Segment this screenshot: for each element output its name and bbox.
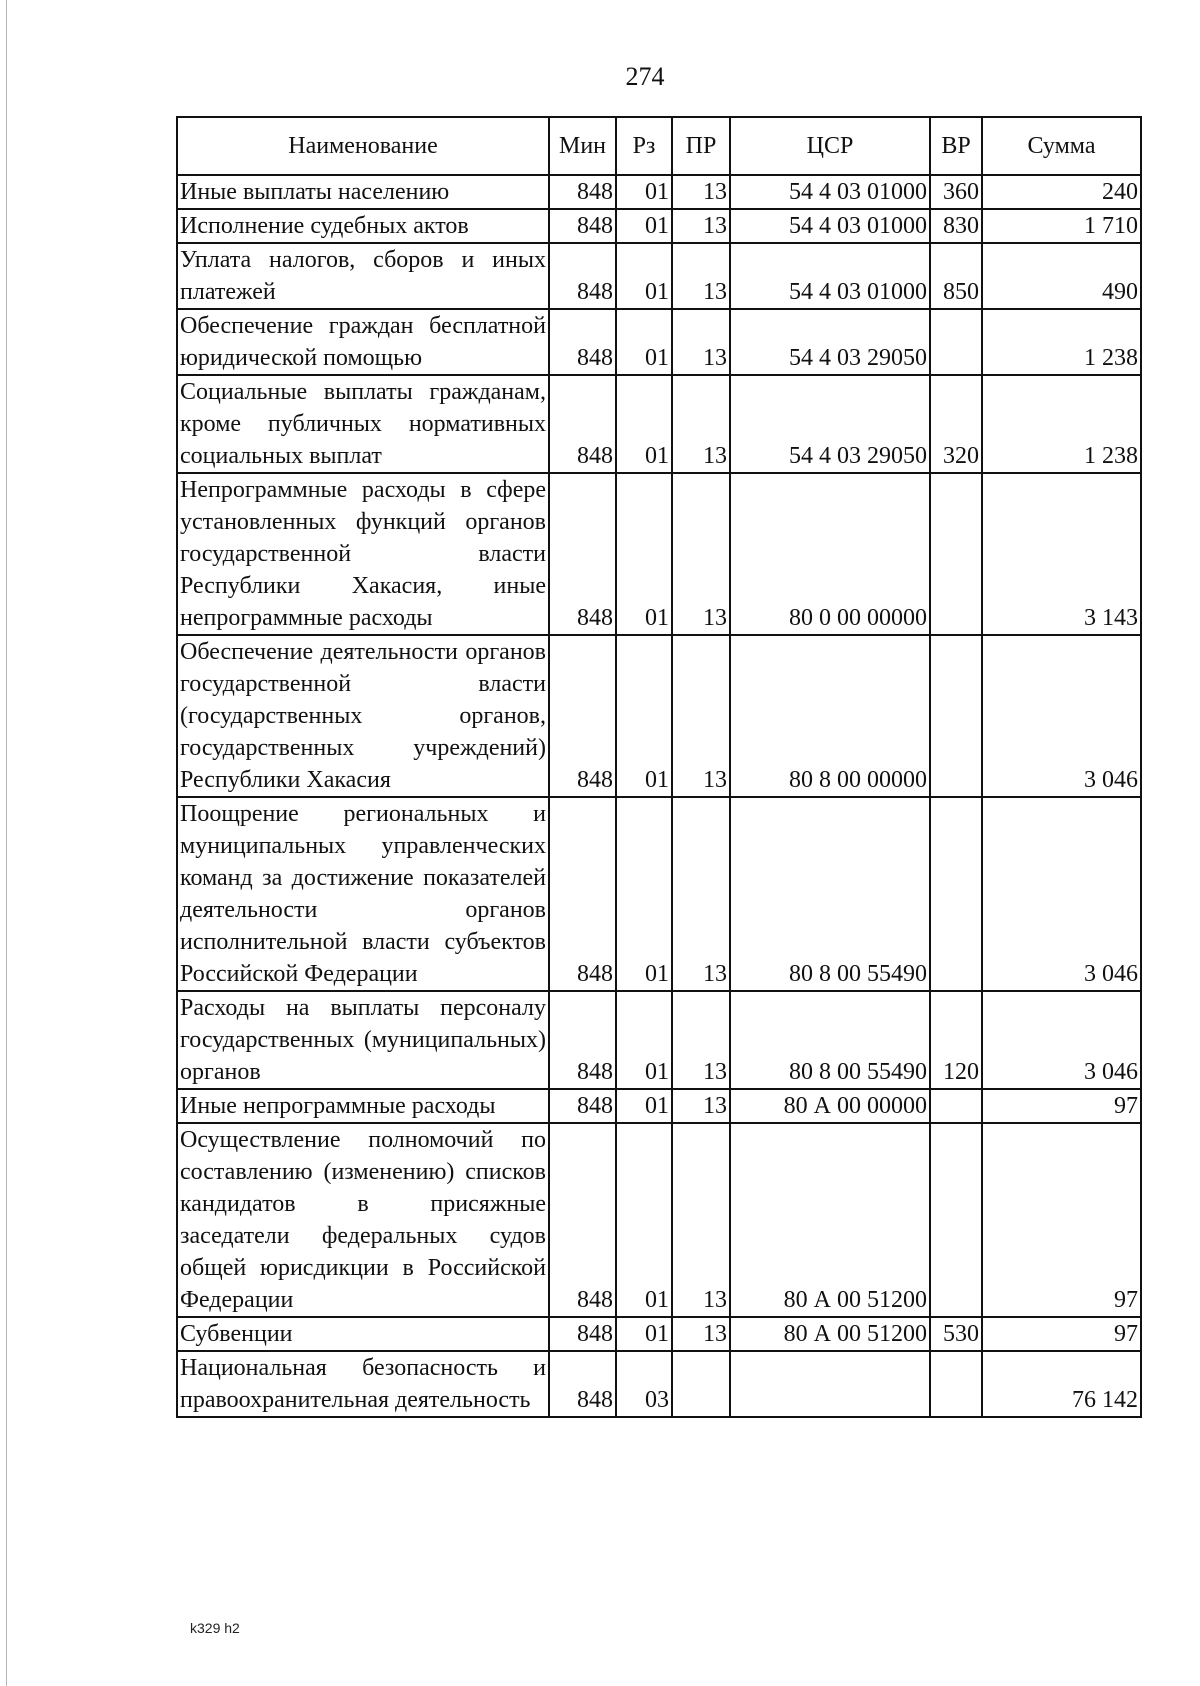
row-name: Субвенции xyxy=(177,1317,549,1351)
row-csr xyxy=(730,1351,930,1417)
row-name: Непрограммные расходы в сфере установленных функций органов государственной власти Республики Хакасия, иные непрограммные расходы xyxy=(177,473,549,635)
row-rz: 01 xyxy=(616,797,672,991)
row-rz: 01 xyxy=(616,635,672,797)
header-name: Наименование xyxy=(177,117,549,175)
row-min: 848 xyxy=(549,375,616,473)
row-rz: 01 xyxy=(616,309,672,375)
row-vr xyxy=(930,797,982,991)
header-pr: ПР xyxy=(672,117,730,175)
row-csr: 80 А 00 51200 xyxy=(730,1123,930,1317)
row-min: 848 xyxy=(549,309,616,375)
row-vr: 320 xyxy=(930,375,982,473)
row-csr: 80 А 00 51200 xyxy=(730,1317,930,1351)
row-csr: 80 0 00 00000 xyxy=(730,473,930,635)
row-rz: 01 xyxy=(616,243,672,309)
row-sum: 76 142 xyxy=(982,1351,1141,1417)
row-sum: 3 046 xyxy=(982,991,1141,1089)
row-pr: 13 xyxy=(672,473,730,635)
row-name: Национальная безопасность и правоохранительная деятельность xyxy=(177,1351,549,1417)
row-rz: 01 xyxy=(616,1089,672,1123)
row-csr: 54 4 03 01000 xyxy=(730,175,930,209)
row-rz: 01 xyxy=(616,209,672,243)
table-row xyxy=(177,1351,1141,1417)
row-min: 848 xyxy=(549,175,616,209)
row-vr: 530 xyxy=(930,1317,982,1351)
header-vr: ВР xyxy=(930,117,982,175)
row-pr: 13 xyxy=(672,175,730,209)
row-csr: 54 4 03 01000 xyxy=(730,243,930,309)
row-sum: 490 xyxy=(982,243,1141,309)
table-header-row xyxy=(177,117,1141,175)
row-name: Осуществление полномочий по составлению (изменению) списков кандидатов в присяжные заседатели федеральных судов общей юрисдикции в Российской Федерации xyxy=(177,1123,549,1317)
table-row xyxy=(177,175,1141,209)
row-min: 848 xyxy=(549,1317,616,1351)
row-name: Обеспечение деятельности органов государственной власти (государственных органов, государственных учреждений) Республики Хакасия xyxy=(177,635,549,797)
header-min: Мин xyxy=(549,117,616,175)
row-name: Иные выплаты населению xyxy=(177,175,549,209)
page-number: 274 xyxy=(625,62,665,91)
row-name: Расходы на выплаты персоналу государственных (муниципальных) органов xyxy=(177,991,549,1089)
table-row xyxy=(177,991,1141,1089)
row-sum: 97 xyxy=(982,1317,1141,1351)
row-csr: 54 4 03 01000 xyxy=(730,209,930,243)
row-pr: 13 xyxy=(672,1317,730,1351)
row-vr: 830 xyxy=(930,209,982,243)
row-min: 848 xyxy=(549,473,616,635)
row-sum: 3 046 xyxy=(982,635,1141,797)
document-code: k329 h2 xyxy=(190,1620,240,1636)
row-pr: 13 xyxy=(672,991,730,1089)
row-csr: 80 8 00 00000 xyxy=(730,635,930,797)
table-row xyxy=(177,375,1141,473)
row-name: Исполнение судебных актов xyxy=(177,209,549,243)
row-csr: 54 4 03 29050 xyxy=(730,375,930,473)
row-vr xyxy=(930,473,982,635)
row-sum: 97 xyxy=(982,1089,1141,1123)
row-vr xyxy=(930,309,982,375)
row-pr: 13 xyxy=(672,1089,730,1123)
header-rz: Рз xyxy=(616,117,672,175)
row-vr: 120 xyxy=(930,991,982,1089)
row-pr: 13 xyxy=(672,635,730,797)
row-min: 848 xyxy=(549,1089,616,1123)
row-rz: 01 xyxy=(616,473,672,635)
row-min: 848 xyxy=(549,1351,616,1417)
row-name: Обеспечение граждан бесплатной юридической помощью xyxy=(177,309,549,375)
row-csr: 54 4 03 29050 xyxy=(730,309,930,375)
row-sum: 97 xyxy=(982,1123,1141,1317)
row-name: Социальные выплаты гражданам, кроме публичных нормативных социальных выплат xyxy=(177,375,549,473)
row-pr: 13 xyxy=(672,797,730,991)
header-sum: Сумма xyxy=(982,117,1141,175)
table-row xyxy=(177,797,1141,991)
row-rz: 03 xyxy=(616,1351,672,1417)
row-name: Поощрение региональных и муниципальных управленческих команд за достижение показателей деятельности органов исполнительной власти субъектов Российской Федерации xyxy=(177,797,549,991)
row-sum: 1 710 xyxy=(982,209,1141,243)
row-rz: 01 xyxy=(616,375,672,473)
row-pr: 13 xyxy=(672,243,730,309)
row-sum: 1 238 xyxy=(982,309,1141,375)
row-sum: 3 143 xyxy=(982,473,1141,635)
row-pr xyxy=(672,1351,730,1417)
row-rz: 01 xyxy=(616,175,672,209)
row-min: 848 xyxy=(549,635,616,797)
row-sum: 240 xyxy=(982,175,1141,209)
row-pr: 13 xyxy=(672,209,730,243)
row-rz: 01 xyxy=(616,1317,672,1351)
row-vr xyxy=(930,1123,982,1317)
row-vr: 360 xyxy=(930,175,982,209)
row-name: Иные непрограммные расходы xyxy=(177,1089,549,1123)
table-row xyxy=(177,635,1141,797)
row-vr xyxy=(930,1089,982,1123)
table-row xyxy=(177,1317,1141,1351)
row-min: 848 xyxy=(549,991,616,1089)
page-left-edge xyxy=(6,0,7,1686)
row-min: 848 xyxy=(549,243,616,309)
budget-table xyxy=(176,116,1142,1418)
table-row xyxy=(177,243,1141,309)
row-pr: 13 xyxy=(672,309,730,375)
row-pr: 13 xyxy=(672,375,730,473)
row-vr xyxy=(930,1351,982,1417)
header-csr: ЦСР xyxy=(730,117,930,175)
row-sum: 1 238 xyxy=(982,375,1141,473)
row-csr: 80 8 00 55490 xyxy=(730,797,930,991)
table-row xyxy=(177,309,1141,375)
row-csr: 80 А 00 00000 xyxy=(730,1089,930,1123)
row-name: Уплата налогов, сборов и иных платежей xyxy=(177,243,549,309)
row-rz: 01 xyxy=(616,991,672,1089)
row-rz: 01 xyxy=(616,1123,672,1317)
table-row xyxy=(177,209,1141,243)
table-body xyxy=(177,175,1141,1417)
row-min: 848 xyxy=(549,1123,616,1317)
row-min: 848 xyxy=(549,209,616,243)
row-min: 848 xyxy=(549,797,616,991)
table-row xyxy=(177,1123,1141,1317)
row-sum: 3 046 xyxy=(982,797,1141,991)
row-vr: 850 xyxy=(930,243,982,309)
row-pr: 13 xyxy=(672,1123,730,1317)
table-row xyxy=(177,473,1141,635)
row-csr: 80 8 00 55490 xyxy=(730,991,930,1089)
table-row xyxy=(177,1089,1141,1123)
row-vr xyxy=(930,635,982,797)
